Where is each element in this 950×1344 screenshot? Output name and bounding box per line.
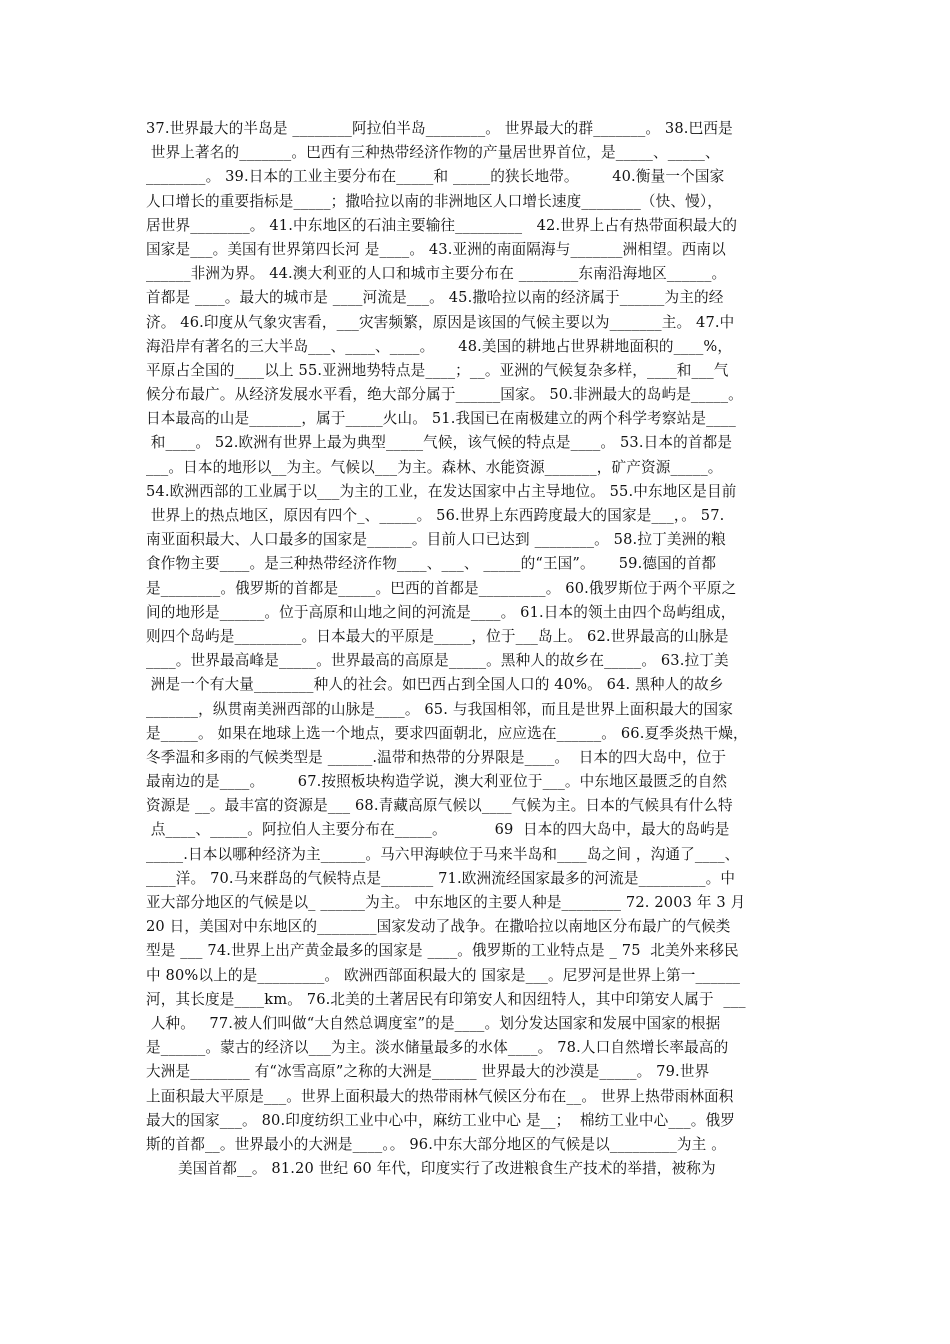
text-line: 37.世界最大的半岛是 ________阿拉伯半岛________。 世界最大的群_______。 38.巴西是 <box>146 120 733 137</box>
text-line: 人种。 77.被人们叫做“大自然总调度室”的是____。划分发达国家和发展中国家的根据 <box>146 1014 721 1032</box>
text-line: 世界上的热点地区，原因有四个_、_____。 56.世界上东西跨度最大的国家是___，。 57. <box>146 507 725 524</box>
text-line: 南亚面积最大、人口最多的国家是______。目前人口已达到 ________。 58.拉丁美洲的粮 <box>146 531 726 549</box>
text-line: 型是 ___ 74.世界上出产黄金最多的国家是 ____。俄罗斯的工业特点是 _ 75 北美外来移民 <box>146 942 739 960</box>
text-line: 济。 46.印度从气象灾害看，___灾害频繁，原因是该国的气候主要以为_______主。 47.中 <box>146 313 735 331</box>
text-line: 最南边的是____。 67.按照板块构造学说，澳大利亚位于___。中东地区最匮乏的自然 <box>146 773 728 791</box>
text-line: ______非洲为界。 44.澳大利亚的人口和城市主要分布在 ________东南沿海地区______。 <box>146 265 727 283</box>
text-line: 最大的国家___。 80.印度纺织工业中心中，麻纺工业中心 是__； 棉纺工业中心___。俄罗 <box>146 1111 735 1129</box>
text-line: ___。日本的地形以__为主。气候以___为主。森林、水能资源_______，矿产资源_____。 <box>146 458 723 476</box>
text-line: 河，其长度是____km。 76.北美的土著居民有印第安人和因纽特人，其中印第安人属于 ___ <box>146 990 746 1008</box>
text-line: 海沿岸有著名的三大半岛___、____、____。 48.美国的耕地占世界耕地面积的____%， <box>146 337 733 355</box>
text-line: 中 80%以上的是_________。 欧洲西部面积最大的 国家是___。尼罗河是世界上第一______ <box>146 966 741 984</box>
text-line: 首都是 ____。最大的城市是 ____河流是___。 45.撒哈拉以南的经济属于______为主的经 <box>146 289 724 307</box>
text-line: 是_____。 如果在地球上选一个地点，要求四面朝北，应应选在______。 66.夏季炎热干燥， <box>146 724 748 742</box>
text-line: 和____。 52.欧洲有世界上最为典型_____气候，该气候的特点是____。 53.日本的首都是 <box>146 434 733 452</box>
text-line: ____。世界最高峰是_____。世界最高的高原是_____。黑种人的故乡在_____。 63.拉丁美 <box>146 652 729 670</box>
text-line: 大洲是________ 有“冰雪高原”之称的大洲是______ 世界最大的沙漠是_____。 79.世界 <box>146 1063 710 1081</box>
text-line: 间的地形是______。位于高原和山地之间的河流是____。 61.日本的领土由四个岛屿组成， <box>146 603 736 621</box>
text-line: 美国首都__。 81.20 世纪 60 年代，印度实行了改进粮食生产技术的举措，被称为 <box>178 1160 716 1178</box>
text-line: 日本最高的山是_______，属于_____火山。 51.我国已在南极建立的两个科学考察站是____ <box>146 410 736 428</box>
text-line: 国家是___。美国有世界第四长河 是____。 43.亚洲的南面隔海与_______洲相望。西南以 <box>146 240 726 258</box>
text-line: 冬季温和多雨的气候类型是 ______.温带和热带的分界限是____。 日本的四大岛中，位于 <box>146 748 727 766</box>
text-line: _______，纵贯南美洲西部的山脉是____。 65. 与我国相邻，而且是世界上面积最大的国家 <box>146 700 733 718</box>
text-line: 洲是一个有大量________种人的社会。如巴西占到全国人口的 40%。 64. 黑种人的故乡 <box>146 676 724 694</box>
text-line: 候分布最广。从经济发展水平看，绝大部分属于______国家。 50.非洲最大的岛屿是_____。 <box>146 386 743 404</box>
text-line: 食作物主要____。是三种热带经济作物____、___、 _____的“王国”。 59.德国的首都 <box>146 555 717 573</box>
text-line: _____.日本以哪种经济为主______。马六甲海峡位于马来半岛和____岛之间 ，沟通了____、 <box>146 845 740 863</box>
text-line: 则四个岛屿是_________。日本最大的平原是_____，位于___岛上。 62.世界最高的山脉是 <box>146 627 729 645</box>
text-line: 居世界________。 41.中东地区的石油主要输往_________ 42.世界上占有热带面积最大的 <box>146 216 738 234</box>
text-line: 亚大部分地区的气候是以_ ______为主。 中东地区的主要人种是________ 72. 2003 年 3 月 <box>146 894 746 911</box>
text-line: 54.欧洲西部的工业属于以___为主的工业，在发达国家中占主导地位。 55.中东地区是目前 <box>146 482 737 500</box>
text-line: 资源是 __。最丰富的资源是___ 68.青藏高原气候以____气候为主。日本的气候具有什么特 <box>146 797 733 815</box>
text-line: 世界上著名的_______。巴西有三种热带经济作物的产量居世界首位，是_____、_____、 <box>146 144 720 162</box>
text-line: 人口增长的重要指标是_____；撒哈拉以南的非洲地区人口增长速度________（快、慢）， <box>146 192 723 210</box>
text-line: 点____、_____。阿拉伯人主要分布在_____。 69 日本的四大岛中，最大的岛屿是 <box>146 821 730 839</box>
text-line: 20 日，美国对中东地区的________国家发动了战争。在撒哈拉以南地区分布最广的气候类 <box>146 918 731 936</box>
text-line: 斯的首都__。世界最小的大洲是____。。 96.中东大部分地区的气候是以_________为主 。 <box>146 1135 726 1153</box>
question-text-block <box>146 117 810 1181</box>
text-line: ________。 39.日本的工业主要分布在_____和 _____的狭长地带。 40.衡量一个国家 <box>146 168 725 186</box>
text-line: ____洋。 70.马来群岛的气候特点是_______ 71.欧洲流经国家最多的河流是_________。中 <box>146 869 736 887</box>
text-line: 是________。俄罗斯的首都是_____。巴西的首都是_________。 60.俄罗斯位于两个平原之 <box>146 579 737 597</box>
text-line: 是______。蒙古的经济以___为主。淡水储量最多的水体____。 78.人口自然增长率最高的 <box>146 1039 729 1057</box>
text-line: 平原占全国的____以上 55.亚洲地势特点是____；__。亚洲的气候复杂多样，____和___气 <box>146 361 729 379</box>
text-line: 上面积最大平原是___。世界上面积最大的热带雨林气候区分布在__。 世界上热带雨林面积 <box>146 1087 734 1105</box>
